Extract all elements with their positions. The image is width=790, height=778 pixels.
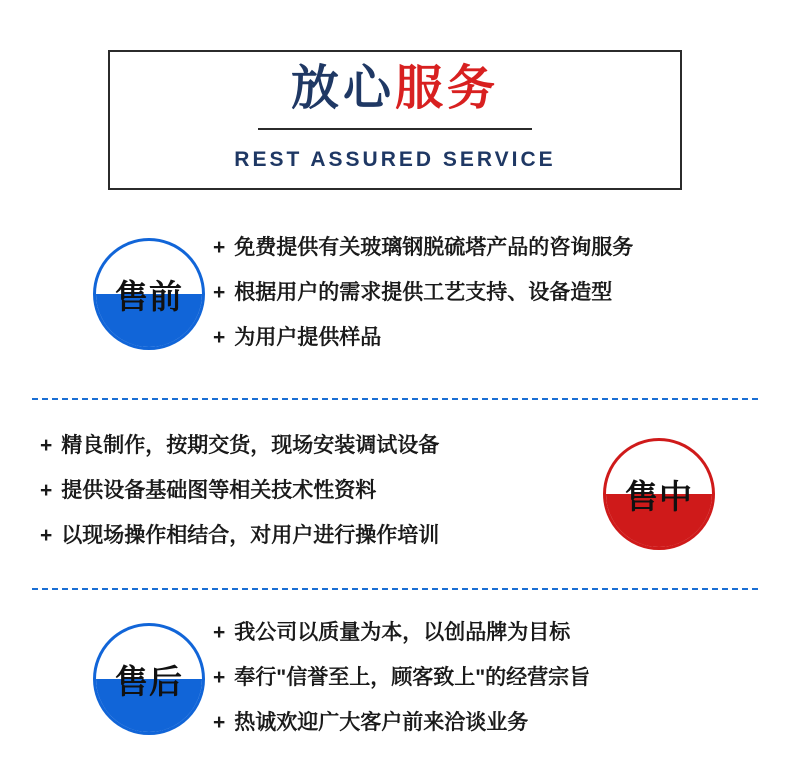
section-divider-1 bbox=[32, 398, 758, 400]
list-item-text: 提供设备基础图等相关技术性资料 bbox=[61, 479, 377, 502]
title-divider bbox=[258, 128, 532, 130]
list-item bbox=[213, 270, 633, 315]
list-item bbox=[40, 468, 439, 513]
plus-icon: + bbox=[213, 281, 226, 304]
badge-midsale-label: 售中 bbox=[625, 477, 693, 515]
section-midsale bbox=[0, 415, 790, 575]
badge-aftersale bbox=[93, 623, 205, 735]
page-title bbox=[110, 58, 680, 120]
list-item-text: 热诚欢迎广大客户前来洽谈业务 bbox=[234, 711, 529, 734]
header-box bbox=[108, 50, 682, 190]
aftersale-list bbox=[213, 610, 590, 745]
list-item bbox=[213, 700, 590, 745]
list-item bbox=[40, 423, 439, 468]
plus-icon: + bbox=[213, 621, 226, 644]
badge-presale bbox=[93, 238, 205, 350]
list-item bbox=[213, 610, 590, 655]
plus-icon: + bbox=[213, 326, 226, 349]
midsale-list bbox=[40, 423, 439, 558]
section-divider-2 bbox=[32, 588, 758, 590]
list-item-text: 奉行"信誉至上，顾客致上"的经营宗旨 bbox=[234, 666, 591, 689]
list-item bbox=[213, 225, 633, 270]
list-item bbox=[213, 315, 633, 360]
plus-icon: + bbox=[213, 711, 226, 734]
list-item-text: 为用户提供样品 bbox=[234, 326, 382, 349]
list-item bbox=[213, 655, 590, 700]
section-aftersale bbox=[0, 605, 790, 765]
badge-midsale bbox=[603, 438, 715, 550]
list-item-text: 根据用户的需求提供工艺支持、设备造型 bbox=[234, 281, 613, 304]
presale-list bbox=[213, 225, 633, 360]
plus-icon: + bbox=[213, 666, 226, 689]
plus-icon: + bbox=[40, 524, 53, 547]
plus-icon: + bbox=[213, 236, 226, 259]
list-item-text: 我公司以质量为本，以创品牌为目标 bbox=[234, 621, 571, 644]
list-item-text: 精良制作，按期交货，现场安装调试设备 bbox=[61, 434, 440, 457]
page-title-dark: 放心 bbox=[290, 62, 395, 115]
plus-icon: + bbox=[40, 434, 53, 457]
plus-icon: + bbox=[40, 479, 53, 502]
page-title-red: 服务 bbox=[395, 62, 500, 115]
list-item-text: 以现场操作相结合，对用户进行操作培训 bbox=[61, 524, 440, 547]
page-subtitle: REST ASSURED SERVICE bbox=[234, 148, 556, 171]
section-presale bbox=[0, 225, 790, 385]
badge-presale-label: 售前 bbox=[115, 277, 183, 315]
badge-aftersale-label: 售后 bbox=[115, 662, 183, 700]
list-item bbox=[40, 513, 439, 558]
list-item-text: 免费提供有关玻璃钢脱硫塔产品的咨询服务 bbox=[234, 236, 634, 259]
